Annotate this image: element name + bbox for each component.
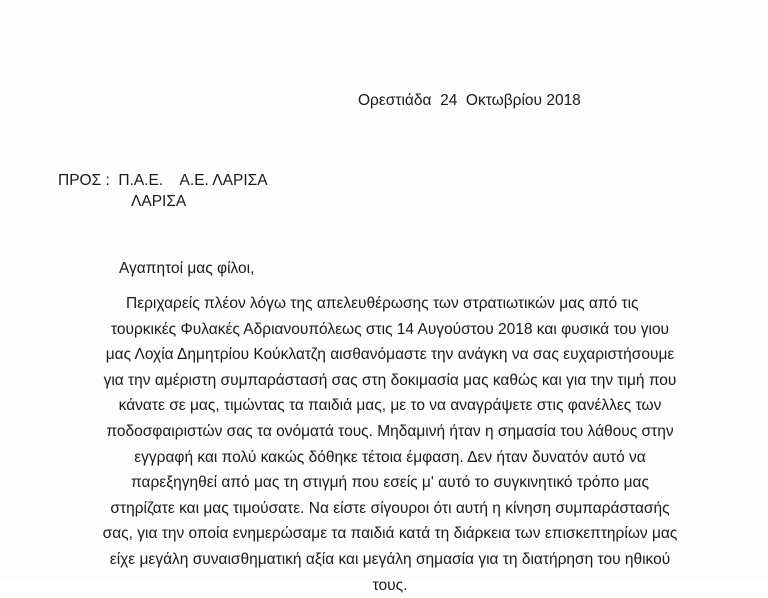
body-line: τουρκικές Φυλακές Αδριανουπόλεως στις 14 Αυγούστου 2018 και φυσικά του γιου [110,320,670,338]
salutation: Αγαπητοί μας φίλοι, [119,260,255,277]
body-line: παρεξηγηθεί από μας τη στιγμή που εσείς μ' αυτό το συγκινητικό τρόπο μας [131,474,649,492]
body-line: κάνατε σε μας, τιμώντας τα παιδιά μας, με το να αναγράψετε στις φανέλλες των [118,397,662,415]
body-line: ποδοσφαιριστών σας τα ονόματά τους. Μηδαμινή ήταν η σημασία του λάθους στην [106,422,674,440]
recipient-address: ΠΡΟΣ : Π.Α.Ε. Α.Ε. ΛΑΡΙΣΑ [58,172,268,189]
letter-date: Ορεστιάδα 24 Οκτωβρίου 2018 [358,92,581,109]
body-line: είχε μεγάλη συναισθηματική αξία και μεγάλη σημασία για τη διατήρηση του ηθικού [109,550,671,568]
body-line: στηρίζατε και μας τιμούσατε. Να είστε σίγουροι ότι αυτή η κίνηση συμπαράστασής [110,499,670,517]
body-line: εγγραφή και πολύ κακώς δόθηκε τέτοια έμφαση. Δεν ήταν δυνατόν αυτό να [134,448,646,466]
body-line: για την αμέριστη συμπαράστασή σας στη δοκιμασία μας καθώς και για την τιμή που [103,371,677,389]
body-line: μας Λοχία Δημητρίου Κούκλατζη αισθανόμαστε την ανάγκη να σας ευχαριστήσουμε [105,346,675,364]
recipient-city: ΛΑΡΙΣΑ [131,193,187,210]
body-line: τους. [372,576,408,594]
body-line: σας, για την οποία ενημερώσαμε τα παιδιά κατά τη διάρκεια των επισκεπτηρίων μας [102,525,678,543]
body-line: Περιχαρείς πλέον λόγω της απελευθέρωσης των στρατιωτικών μας από τις [126,295,639,312]
letter-body [70,291,710,598]
